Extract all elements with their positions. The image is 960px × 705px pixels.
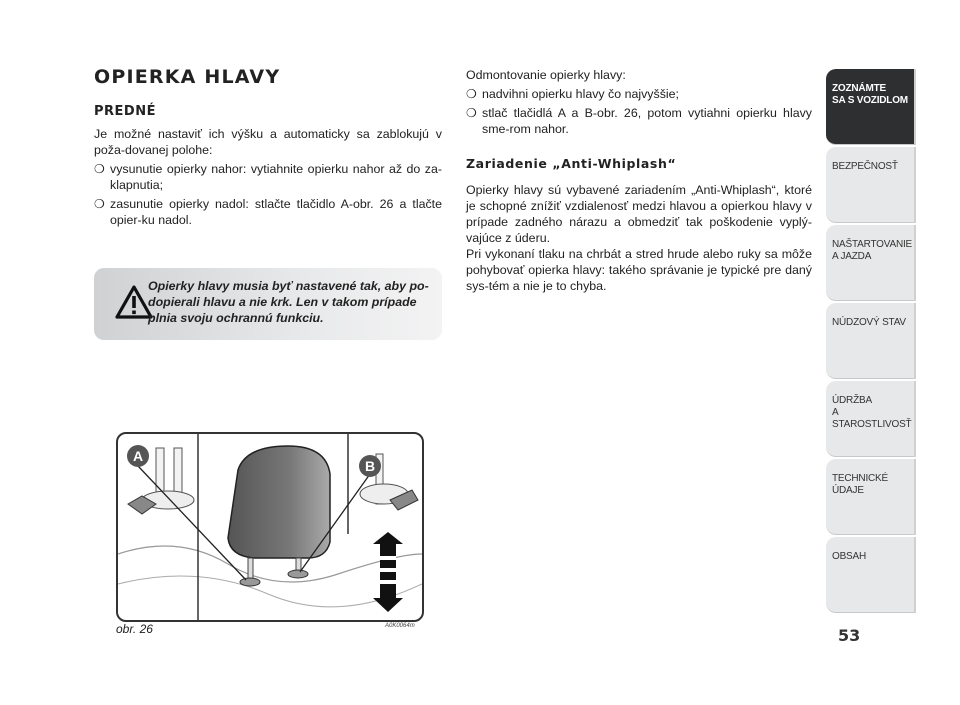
tab-label-line: ÚDAJE	[832, 485, 864, 496]
list-item-text: stlač tlačidlá A a B-obr. 26, potom vytiahni opierku hlavy sme-rom nahor.	[482, 106, 812, 136]
tab-nudzovy-stav[interactable]	[826, 303, 916, 379]
tab-label-line: SA S VOZIDLOM	[832, 95, 908, 106]
circle-bullet-icon: ❍	[466, 106, 477, 120]
list-item	[94, 196, 442, 228]
list-item-text: vysunutie opierky nahor: vytiahnite opierku nahor až do za-klapnutia;	[110, 162, 442, 192]
label-a: A	[132, 448, 144, 464]
circle-bullet-icon: ❍	[94, 197, 105, 211]
tab-bezpecnost[interactable]	[826, 147, 916, 223]
tab-zoznamte-sa-s-vozidlom[interactable]	[826, 69, 916, 145]
tab-technicke-udaje[interactable]	[826, 459, 916, 535]
list-item-text: zasunutie opierky nadol: stlačte tlačidlo A-obr. 26 a tlačte opier-ku nadol.	[110, 197, 442, 227]
tab-label-line: TECHNICKÉ	[832, 473, 888, 484]
figure-caption: obr. 26	[116, 622, 153, 636]
tab-label-line: ZOZNÁMTE	[832, 83, 886, 94]
tab-label-line: A STAROSTLIVOSŤ	[832, 407, 912, 430]
page-number: 53	[838, 626, 861, 645]
right-intro: Odmontovanie opierky hlavy:	[466, 68, 626, 82]
tab-nastartovanie-a-jazda[interactable]	[826, 225, 916, 301]
paragraph: Opierky hlavy sú vybavené zariadením „Anti-Whiplash“, ktoré je schopné znížiť vzdialenosť medzi hlavou a opierkou hlavy v prípade zadného nárazu a obmedziť tak poškodenie vyplý-vajúce z úderu.	[466, 183, 812, 245]
tab-udrzba-a-starostlivost[interactable]	[826, 381, 916, 457]
circle-bullet-icon: ❍	[94, 162, 105, 176]
tab-label-line: NÚDZOVÝ STAV	[832, 317, 906, 328]
left-column	[94, 126, 442, 228]
tab-label-line: BEZPEČNOSŤ	[832, 161, 898, 172]
tab-label-line: A JAZDA	[832, 251, 872, 262]
figure-code: A0K0064m	[385, 623, 415, 629]
label-b: B	[364, 458, 376, 474]
section-title: Zariadenie „Anti-Whiplash“	[466, 156, 677, 171]
left-intro: Je možné nastaviť ich výšku a automaticky sa zablokujú v poža-dovanej polohe:	[94, 127, 442, 157]
tab-obsah[interactable]	[826, 537, 916, 613]
tab-label-line: ÚDRŽBA	[832, 395, 872, 406]
figure-headrest	[116, 432, 424, 622]
warning-text: Opierky hlavy musia byť nastavené tak, aby po-dopierali hlavu a nie krk. Len v takom prípade plnia svoju ochrannú funkciu.	[148, 279, 429, 325]
tab-label-line: NAŠTARTOVANIE	[832, 239, 913, 250]
warning-box	[94, 268, 442, 340]
circle-bullet-icon: ❍	[466, 87, 477, 101]
paragraph: Pri vykonaní tlaku na chrbát a stred hrude alebo ruky sa môže pohybovať opierka hlavy: takého správanie je typické pre daný sys-tém a nie je to chyba.	[466, 247, 812, 293]
page-title: OPIERKA HLAVY	[94, 66, 281, 88]
list-item	[466, 105, 812, 137]
headrest-illustration	[118, 434, 422, 620]
list-item	[94, 161, 442, 193]
tab-label-line: OBSAH	[832, 551, 867, 562]
right-column-body	[466, 182, 812, 294]
right-column-top	[466, 67, 812, 137]
list-item-text: nadvihni opierku hlavy čo najvyššie;	[482, 87, 679, 101]
section-subtitle: PREDNÉ	[94, 104, 156, 119]
list-item	[466, 86, 812, 102]
